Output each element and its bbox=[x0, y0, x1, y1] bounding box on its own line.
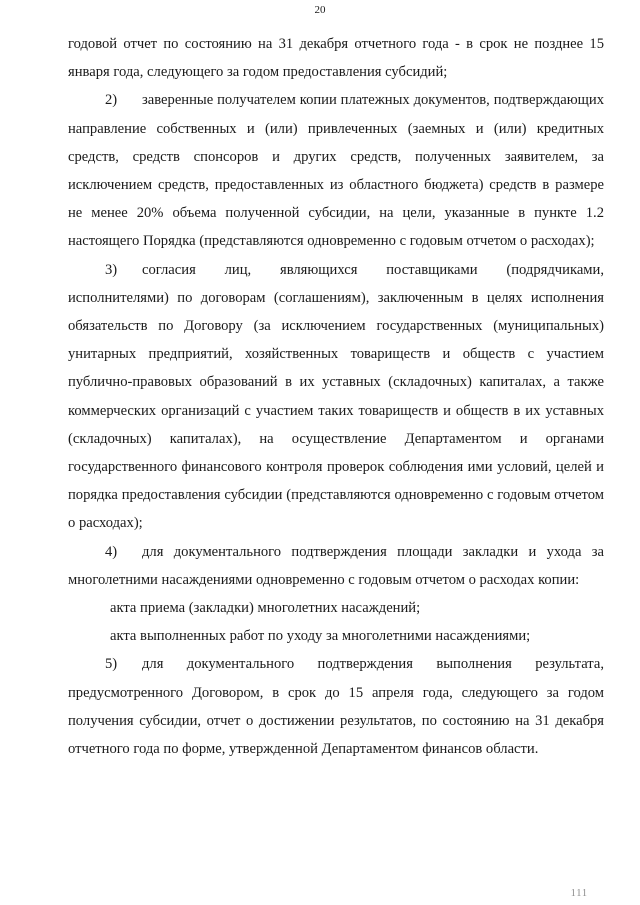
paragraph-text: согласия лиц, являющихся поставщиками (подрядчиками, исполнителями) по договорам (соглашениям), заключенным в целях исполнения обязательств по Договору (за исключением государственных (муниципальных) унитарных предприятий, хозяйственных товариществ и обществ с участием публично-правовых образований в их уставных (складочных) капиталах, а также коммерческих организаций с участием таких товариществ и обществ в их уставных (складочных) капиталах), на осуществление Департаментом и органами государственного финансового контроля проверок соблюдения ими условий, целей и порядка предоставления субсидии (представляются одновременно с годовым отчетом о расходах); bbox=[68, 261, 604, 532]
paragraph-item-2 bbox=[68, 86, 604, 255]
page-number: 20 bbox=[314, 4, 326, 16]
paragraph-text: для документального подтверждения выполнения результата, предусмотренного Договором, в срок до 15 апреля года, следующего за годом получения субсидии, отчет о достижении результатов, по состоянию на 31 декабря отчетного года по форме, утвержденной Департаментом финансов области. bbox=[68, 656, 604, 758]
paragraph-item-3 bbox=[68, 256, 604, 538]
paragraph-sub-act-works bbox=[68, 622, 604, 650]
paragraph-item-5 bbox=[68, 650, 604, 763]
paragraph-sub-act-planting bbox=[68, 594, 604, 622]
paragraph-text: заверенные получателем копии платежных документов, подтверждающих направление собственных и (или) привлеченных (заемных и (или) кредитных средств, средств спонсоров и других средств, полученных заявителем, за исключением средств, предоставленных из областного бюджета) средств в размере не менее 20% объема полученной субсидии, на цели, указанные в пункте 1.2 настоящего Порядка (представляются одновременно с годовым отчетом о расходах); bbox=[68, 92, 604, 250]
paragraph-text: акта приема (закладки) многолетних насаждений; bbox=[110, 600, 421, 617]
paragraph-text: акта выполненных работ по уходу за многолетними насаждениями; bbox=[110, 628, 531, 645]
paragraph-annual-report bbox=[68, 30, 604, 86]
paragraph-item-4 bbox=[68, 538, 604, 594]
item-number: 3) bbox=[105, 261, 118, 278]
item-number: 4) bbox=[105, 543, 118, 560]
corner-mark: 111 bbox=[570, 888, 588, 899]
paragraph-text: для документального подтверждения площади закладки и ухода за многолетними насаждениями одновременно с годовым отчетом о расходах копии: bbox=[68, 543, 604, 588]
paragraph-text: годовой отчет по состоянию на 31 декабря отчетного года - в срок не позднее 15 января года, следующего за годом предоставления субсидий; bbox=[68, 36, 604, 81]
item-number: 2) bbox=[105, 92, 118, 109]
item-number: 5) bbox=[105, 656, 118, 673]
document-body bbox=[68, 30, 604, 763]
